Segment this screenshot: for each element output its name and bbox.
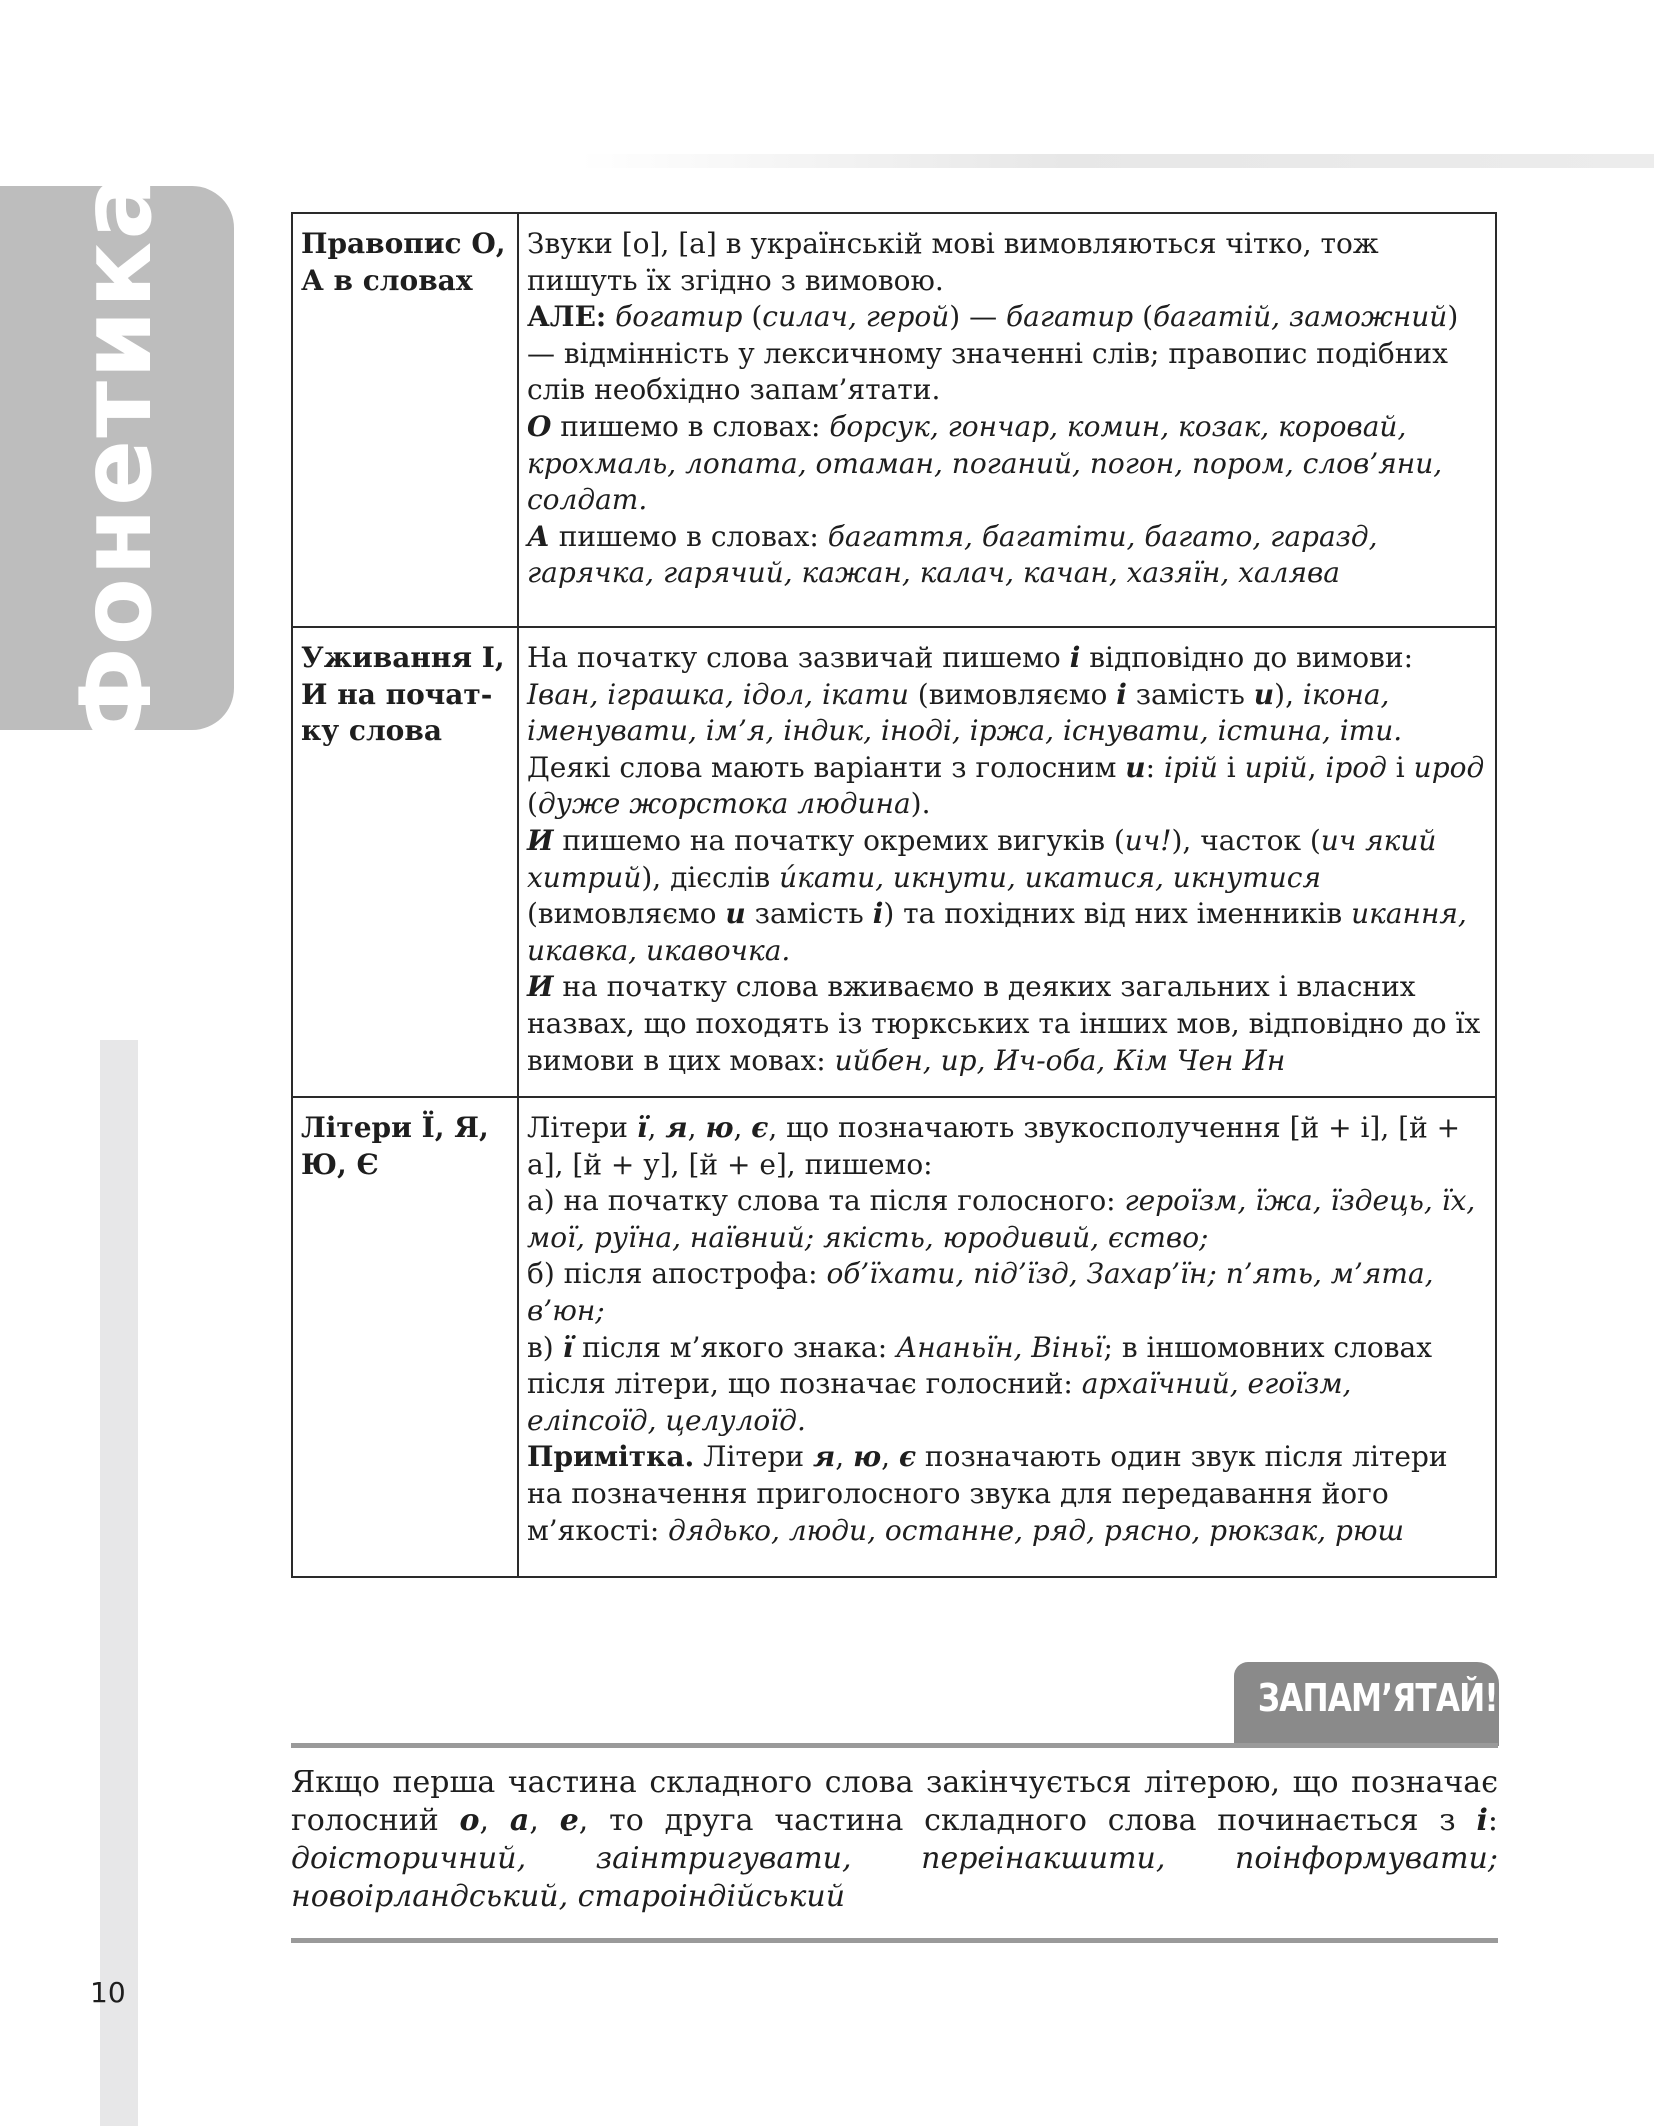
rule-paragraph: Звуки [о], [а] в українській мові вимовляються чітко, тож пишуть їх згідно з вимовою. [527,227,1379,297]
emphasis-bold: і [1069,641,1081,674]
rule-paragraph: Деякі слова мають варіанти з голосним и: ірій і ирій, ірод і ирод (дуже жорстока людина). [527,750,1485,821]
emphasis-italic: архаїчний, егоїзм, еліпсоїд, целулоїд. [527,1367,1352,1437]
emphasis-italic: багатій, заможний [1153,300,1448,334]
rule-paragraph: И пишемо на початку окремих вигуків (ич!), часток (ич який хитрий), дієслів и́кати, икнути, икатися, икнутися (вимовляємо и замість і) та похідних від них іменників икання, икавка, икавочка. [527,823,1467,967]
topic-line: А в словах [301,263,473,297]
emphasis-italic: богатир [615,300,743,334]
emphasis-italic: борсук, гончар, комин, козак, коровай, крохмаль, лопата, отаман, поганий, погон, пором, слов’яни, солдат. [527,409,1443,517]
rule-paragraph: а) на початку слова та після голосного: героїзм, їжа, їздець, їх, мої, руїна, наївний; якість, юродивий, єство; [527,1184,1476,1254]
rule-paragraph: И на початку слова вживаємо в деяких загальних і власних назвах, що походять із тюркських та інших мов, відповідно до їх вимови в цих мовах: ийбен, ир, Ич-оба, Кім Чен Ин [527,970,1481,1077]
emphasis-italic: об’їхати, під’їзд, Захар’їн; п’ять, м’ята, в’юн; [527,1257,1434,1327]
emphasis-italic: ич який хитрий [527,823,1437,894]
emphasis-bold: и [1253,677,1275,711]
rule-cell [518,1097,1496,1577]
rule-cell [518,627,1496,1097]
topic-line: Ю, Є [301,1147,379,1181]
emphasis-italic: ийбен, ир, Ич-оба, Кім Чен Ин [834,1043,1286,1077]
emphasis-bold: и [725,897,746,931]
remember-bottom-divider [291,1938,1498,1943]
emphasis-bold: А [527,519,550,553]
emphasis-italic: ич! [1124,823,1172,857]
emphasis-italic: багаття, багатіти, багато, гаразд, гарячка, гарячий, кажан, калач, качан, хазяїн, халява [527,519,1378,590]
emphasis-bold: є [751,1111,769,1144]
remember-text: Якщо перша частина складного слова закінчується літерою, що позначає голосний о, а, е, то друга частина складного слова починається з і: доісторичний, заінтригувати, переінакшити, поінформувати; новоірландський, староіндійський [291,1765,1498,1914]
emphasis-italic: ирод [1413,750,1485,784]
emphasis-italic: ірод [1325,750,1387,784]
emphasis-italic: дуже жорстока людина [537,787,911,821]
emphasis-bold: є [898,1440,917,1474]
section-tab-label: Фонетика [60,171,174,745]
emphasis-italic: ірій [1164,750,1218,784]
topic-line: Літери Ї, Я, [301,1111,489,1144]
rule-paragraph: О пишемо в словах: борсук, гончар, комин, козак, коровай, крохмаль, лопата, отаман, поганий, погон, пором, слов’яни, солдат. [527,409,1443,517]
emphasis-bold: О [527,409,552,443]
emphasis-bold: И [527,823,554,857]
emphasis-italic: Іван, іграшка, ідол, ікати [527,677,909,711]
remember-top-divider [291,1743,1498,1748]
margin-strip [100,1040,138,2126]
emphasis-bold: я [665,1111,688,1144]
topic-cell [292,213,518,627]
emphasis-italic: и́кати, икнути, икатися, икнутися [779,860,1322,894]
topic-cell [292,627,518,1097]
rules-table [291,212,1497,1578]
rule-paragraph: Примітка. Літери я, ю, є позначають один звук після літери на позначення приголосного звука для передавання його м’якості: дядько, люди, останне, ряд, рясно, рюкзак, рюш [527,1440,1448,1547]
rule-cell [518,213,1496,627]
emphasis-italic: доісторичний, заінтригувати, переінакшити, поінформувати; новоірландський, староіндійський [291,1841,1498,1914]
rule-paragraph: А пишемо в словах: багаття, багатіти, багато, гаразд, гарячка, гарячий, кажан, калач, качан, хазяїн, халява [527,519,1378,590]
rule-paragraph: Літери ї, я, ю, є, що позначають звукосполучення [й + і], [й + а], [й + у], [й + е], пишемо: [527,1111,1461,1181]
emphasis-italic: дядько, люди, останне, ряд, рясно, рюкзак, рюш [668,1513,1405,1547]
emphasis-italic: ікона, іменувати, ім’я, індик, іноді, іржа, існувати, істина, іти. [527,677,1403,748]
rule-paragraph: АЛЕ: богатир (силач, герой) — багатир (багатій, заможний) — відмінність у лексичному значенні слів; правопис подібних слів необхідно запам’ятати. [527,300,1459,407]
rule-paragraph: в) ї після м’якого знака: Ананьїн, Віньї; в іншомовних словах після літери, що позначає голосний: архаїчний, егоїзм, еліпсоїд, целулоїд. [527,1330,1432,1437]
emphasis-italic: Ананьїн, Віньї [896,1330,1104,1364]
table-row [292,1097,1496,1577]
emphasis-italic: икання, икавка, икавочка. [527,897,1467,967]
rule-paragraph: На початку слова зазвичай пишемо і відповідно до вимови: Іван, іграшка, ідол, ікати (вимовляємо і замість и), ікона, іменувати, ім’я, індик, іноді, іржа, існувати, істина, іти. [527,641,1414,748]
remember-tag [1234,1662,1499,1746]
emphasis-bold: о [459,1803,480,1838]
emphasis-italic: багатир [1006,300,1134,334]
emphasis-bold: а [509,1803,530,1838]
topic-line: ку слова [301,714,442,748]
topic-line: Уживання І, [301,641,505,674]
emphasis-bold: ю [853,1440,882,1474]
emphasis-bold: И [527,970,554,1004]
emphasis-bold: е [559,1803,579,1838]
emphasis-bold: Примітка. [527,1440,695,1474]
emphasis-bold: ї [562,1330,574,1364]
emphasis-bold: АЛЕ: [527,300,607,334]
table-row [292,213,1496,627]
header-decor-bar [580,154,1654,168]
rule-paragraph: б) після апострофа: об’їхати, під’їзд, Захар’їн; п’ять, м’ята, в’юн; [527,1257,1434,1327]
section-tab [0,171,234,745]
emphasis-italic: ирій [1244,750,1308,784]
emphasis-bold: і [872,897,884,931]
emphasis-bold: ї [636,1111,648,1144]
topic-line: Правопис О, [301,227,506,260]
emphasis-bold: и [1125,750,1146,784]
emphasis-bold: і [1116,677,1127,711]
emphasis-bold: ю [705,1111,734,1144]
emphasis-italic: силач, герой [762,300,950,334]
emphasis-bold: і [1476,1803,1488,1838]
table-row [292,627,1496,1097]
emphasis-italic: героїзм, їжа, їздець, їх, мої, руїна, наївний; якість, юродивий, єство; [527,1184,1476,1254]
emphasis-bold: я [813,1440,836,1474]
topic-cell [292,1097,518,1577]
remember-tag-label: ЗАПАМ’ЯТАЙ! [1257,1676,1498,1720]
topic-line: И на почат- [301,677,493,711]
page-number: 10 [90,1976,126,2009]
